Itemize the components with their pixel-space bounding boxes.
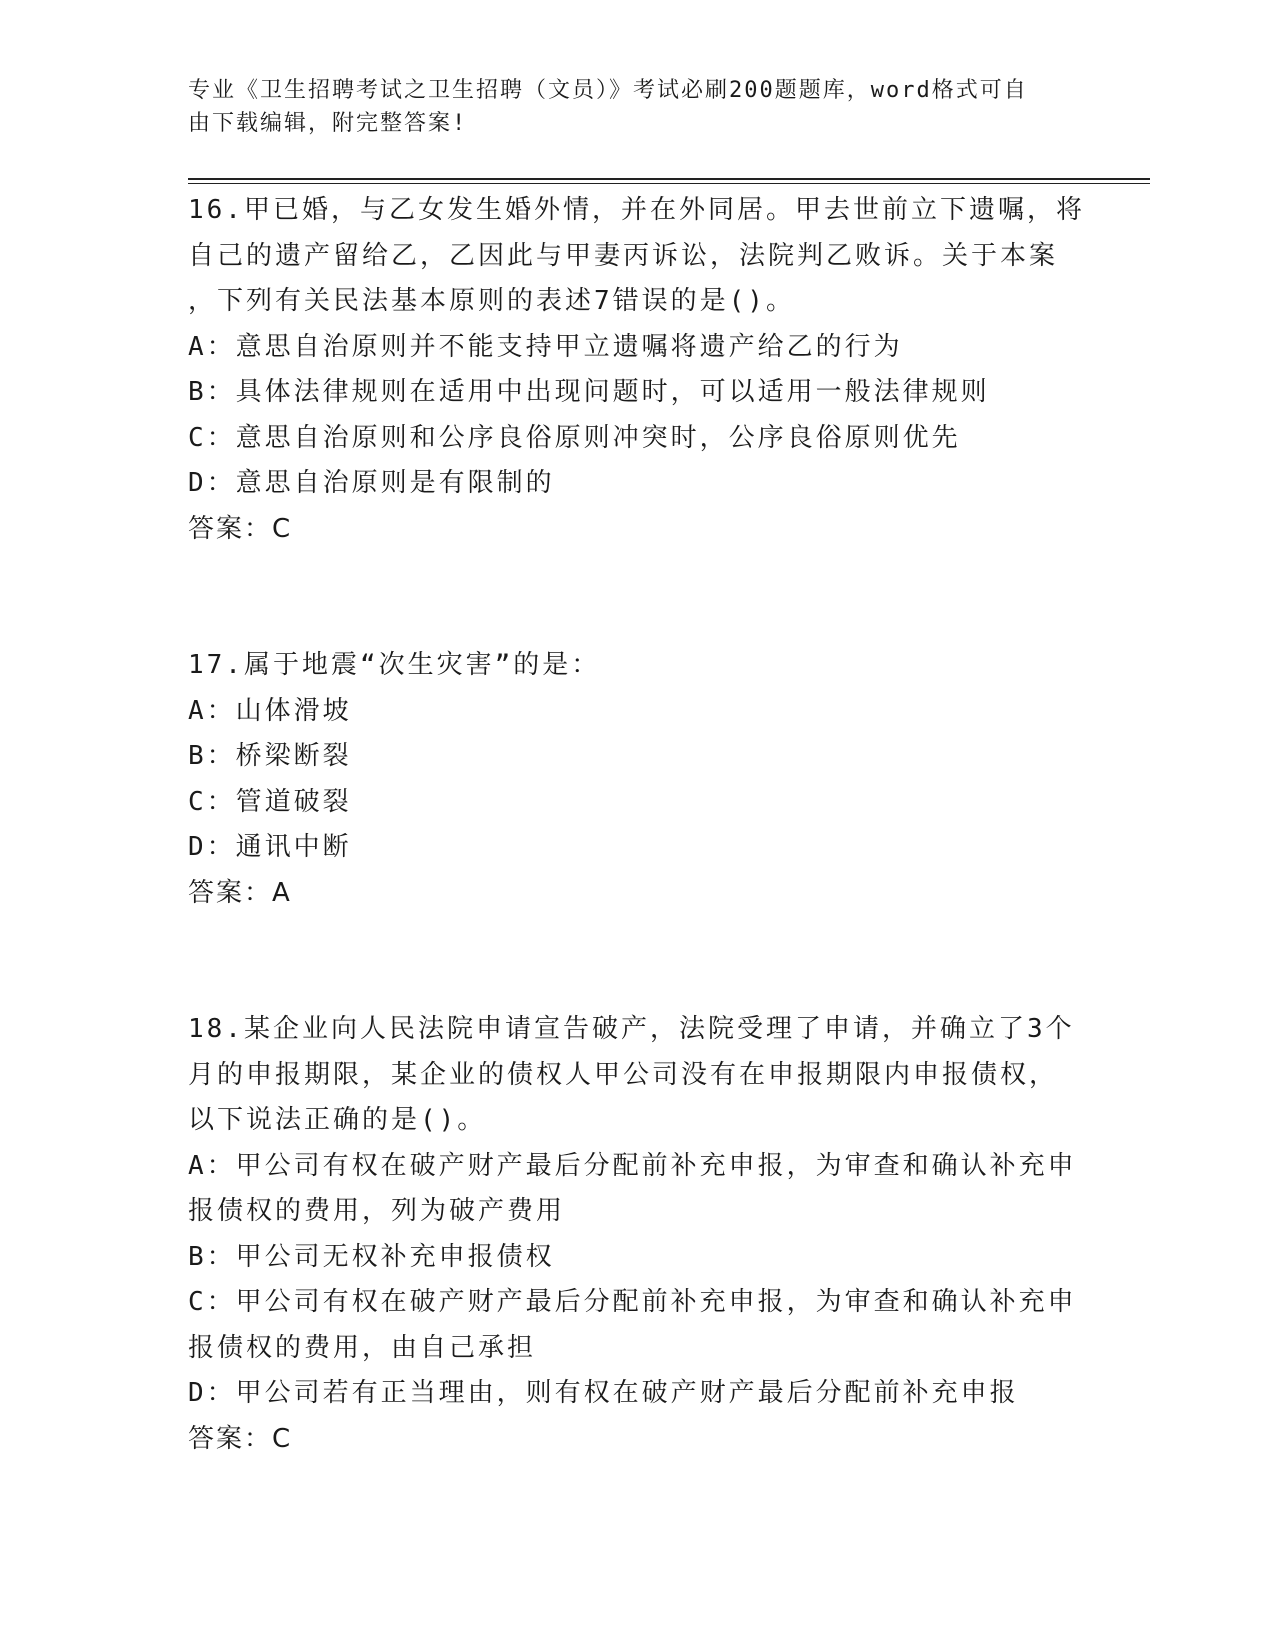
header-divider-thin — [188, 183, 1150, 184]
question-17 — [188, 643, 1088, 916]
header-line-2: 由下载编辑，附完整答案! — [188, 111, 468, 136]
answer-line: 答案：A — [188, 877, 292, 908]
question-spacer — [188, 916, 1088, 1007]
header-line-1: 专业《卫生招聘考试之卫生招聘（文员）》考试必刷200题题库，word格式可自 — [188, 78, 1028, 103]
option-d: D：甲公司若有正当理由，则有权在破产财产最后分配前补充申报 — [188, 1378, 1019, 1408]
question-stem-line: 月的申报期限，某企业的债权人甲公司没有在申报期限内申报债权， — [188, 1059, 1059, 1090]
question-stem-line: 以下说法正确的是()。 — [188, 1105, 487, 1135]
document-header — [188, 74, 1068, 140]
question-stem-line: 自己的遗产留给乙，乙因此与甲妻丙诉讼，法院判乙败诉。关于本案 — [188, 240, 1059, 271]
question-stem-line: ，下列有关民法基本原则的表述7错误的是()。 — [188, 286, 795, 316]
question-18 — [188, 1007, 1088, 1462]
option-a-continued: 报债权的费用，列为破产费用 — [188, 1196, 566, 1226]
question-16 — [188, 188, 1088, 552]
option-c: C：管道破裂 — [188, 786, 352, 817]
option-b: B：甲公司无权补充申报债权 — [188, 1241, 555, 1272]
question-list — [188, 188, 1088, 1462]
header-divider-thick — [188, 178, 1150, 180]
question-stem-line: 18.某企业向人民法院申请宣告破产，法院受理了申请，并确立了3个 — [188, 1014, 1075, 1044]
question-stem-line: 16.甲已婚，与乙女发生婚外情，并在外同居。甲去世前立下遗嘱，将 — [188, 195, 1085, 225]
answer-line: 答案：C — [188, 513, 293, 544]
option-a: A：甲公司有权在破产财产最后分配前补充申报，为审查和确认补充申 — [188, 1150, 1077, 1181]
option-d: D：意思自治原则是有限制的 — [188, 468, 555, 498]
option-c-continued: 报债权的费用，由自己承担 — [188, 1332, 537, 1363]
question-spacer — [188, 552, 1088, 643]
option-b: B：具体法律规则在适用中出现问题时，可以适用一般法律规则 — [188, 377, 990, 407]
option-a: A：意思自治原则并不能支持甲立遗嘱将遗产给乙的行为 — [188, 331, 903, 362]
option-c: C：甲公司有权在破产财产最后分配前补充申报，为审查和确认补充申 — [188, 1287, 1077, 1317]
option-a: A：山体滑坡 — [188, 695, 352, 726]
answer-line: 答案：C — [188, 1423, 293, 1454]
question-stem-line: 17.属于地震“次生灾害”的是： — [188, 650, 601, 680]
option-b: B：桥梁断裂 — [188, 741, 352, 771]
option-c: C：意思自治原则和公序良俗原则冲突时，公序良俗原则优先 — [188, 422, 961, 453]
option-d: D：通讯中断 — [188, 832, 352, 862]
